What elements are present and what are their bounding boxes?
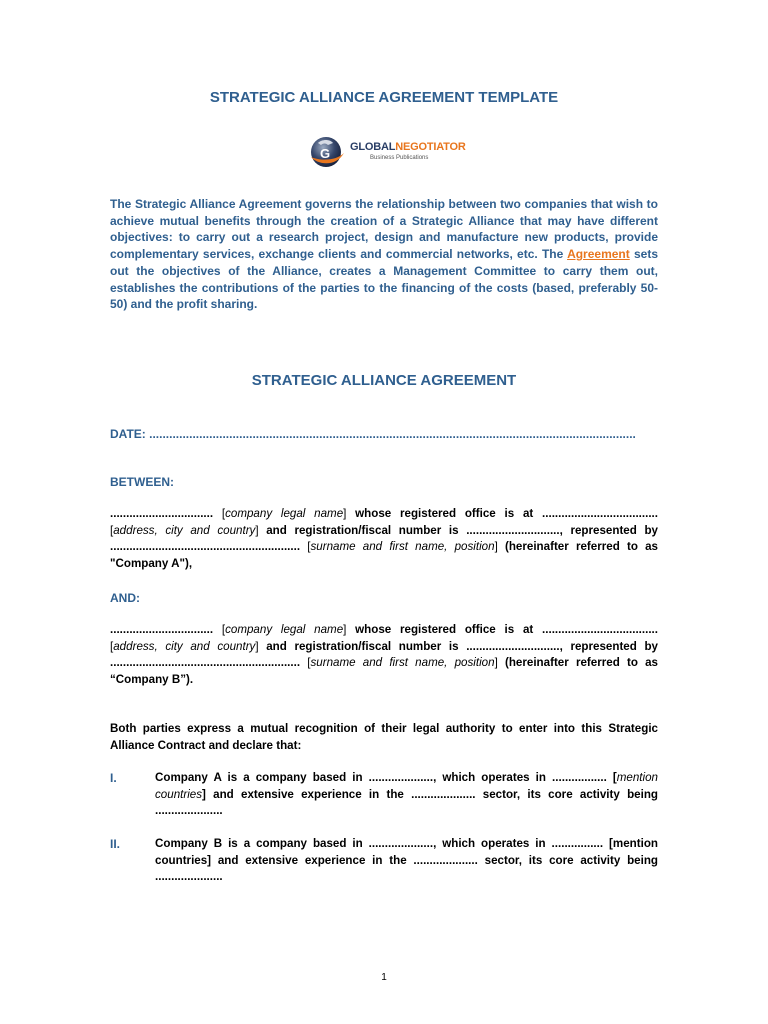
globe-logo-icon: [306, 131, 346, 171]
list-item-text: Company B is a company based in ...................., which operates in ................ [mention countries] and extensive experience in the .................... sector, its core activity being .....................: [155, 837, 658, 884]
party-a-paragraph: ................................ [company legal name] whose registered office is at .................................... [address, city and country] and registration/fiscal number is ............................., represented by ........................................................... [surname and first name, position] (hereinafter referred to as "Company A"),: [110, 507, 658, 571]
recognition-paragraph: Both parties express a mutual recognition of their legal authority to enter into this Strategic Alliance Contract and declare that:: [110, 722, 658, 752]
logo-tagline: Business Publications: [370, 154, 429, 161]
global-negotiator-logo: [306, 131, 466, 171]
party-b-paragraph: ................................ [company legal name] whose registered office is at .................................... [address, city and country] and registration/fiscal number is ............................., represented by ........................................................... [surname and first name, position] (hereinafter referred to as “Company B”).: [110, 623, 658, 687]
between-label: BETWEEN:: [110, 475, 174, 489]
section-title: STRATEGIC ALLIANCE AGREEMENT: [251, 372, 517, 389]
and-label: AND:: [110, 591, 140, 605]
page-number: 1: [381, 972, 387, 983]
list-item-text: Company A is a company based in ...................., which operates in ................. [mention countries] and extensive experience in the .................... sector, its core activity being .....................: [155, 771, 658, 818]
logo-brand-negotiator: NEGOTIATOR: [395, 140, 466, 153]
list-item: [110, 770, 658, 820]
svg-text:G: G: [320, 146, 331, 161]
list-item: [110, 836, 658, 886]
list-item-number: I.: [110, 771, 117, 785]
document-title: STRATEGIC ALLIANCE AGREEMENT TEMPLATE: [209, 89, 559, 106]
logo-brand-global: GLOBAL: [350, 140, 396, 153]
list-item-number: II.: [110, 837, 121, 851]
intro-paragraph: The Strategic Alliance Agreement governs the relationship between two companies that wish to achieve mutual benefits through the creation of a Strategic Alliance that may have different objectives: to carry out a research project, design and manufacture new products, provide complementary services, exchange clients and commercial networks, etc. The Agreement sets out the objectives of the Alliance, creates a Management Committee to carry them out, establishes the contributions of the parties to the financing of the costs (based, preferably 50-50) and the profit sharing.: [110, 197, 658, 312]
date-line: DATE: ..................................................................................................................................................: [110, 427, 636, 441]
agreement-link[interactable]: Agreement: [567, 247, 630, 262]
